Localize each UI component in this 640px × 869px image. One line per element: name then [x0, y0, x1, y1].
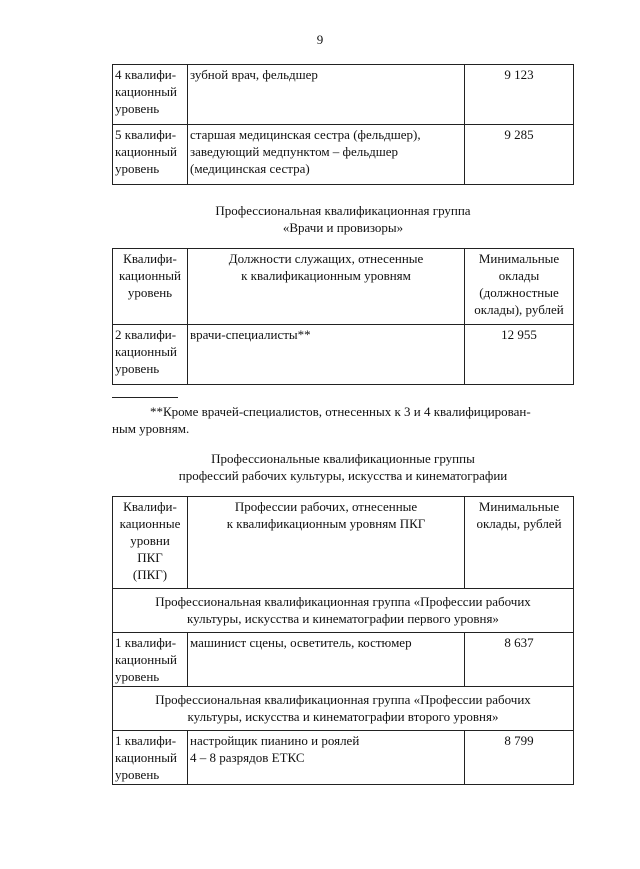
position-cell	[188, 633, 465, 687]
header-level	[113, 497, 188, 589]
footnote-line	[112, 403, 574, 420]
header-position	[188, 497, 465, 589]
header-text: кационные	[119, 516, 181, 531]
section-caption-doctors	[112, 202, 574, 236]
group-row	[113, 589, 574, 633]
header-level	[113, 249, 188, 325]
level-text: кационный	[115, 344, 177, 359]
position-cell	[188, 731, 465, 785]
position-text: 4 – 8 разрядов ЕТКС	[190, 750, 305, 765]
table-header-row	[113, 497, 574, 589]
level-text: 1 квалифи-	[115, 635, 177, 650]
header-text: ПКГ	[137, 550, 163, 565]
header-text: оклады	[498, 268, 540, 283]
header-text: кационный	[119, 268, 181, 283]
group-text: Профессиональная квалификационная группа «Профессии рабочих	[155, 692, 531, 707]
level-text: кационный	[115, 84, 177, 99]
level-text: уровень	[115, 361, 160, 376]
header-text: к квалификационным уровням	[241, 268, 411, 283]
level-text: 5 квалифи-	[115, 127, 177, 142]
group-title-second-level	[113, 687, 574, 731]
table-medical-staff-continued	[112, 64, 574, 185]
header-text: Минимальные	[478, 251, 560, 266]
header-text: уровень	[127, 285, 173, 300]
header-text: к квалификационным уровням ПКГ	[226, 516, 426, 531]
header-text: Квалифи-	[123, 499, 177, 514]
salary-cell: 8 799	[465, 731, 574, 785]
level-text: уровень	[115, 767, 160, 782]
level-text: кационный	[115, 750, 177, 765]
position-text: старшая медицинская сестра (фельдшер),	[190, 127, 421, 142]
position-cell	[188, 125, 465, 185]
position-cell	[188, 65, 465, 125]
group-text: культуры, искусства и кинематографии второго уровня»	[187, 709, 499, 724]
header-position	[188, 249, 465, 325]
position-text: машинист сцены, осветитель, костюмер	[190, 635, 412, 650]
group-text: культуры, искусства и кинематографии первого уровня»	[187, 611, 499, 626]
level-cell	[113, 65, 188, 125]
caption-line: Профессиональная квалификационная группа	[215, 203, 471, 218]
position-text: зубной врач, фельдшер	[190, 67, 318, 82]
header-text: (ПКГ)	[132, 567, 168, 582]
header-salary	[465, 497, 574, 589]
section-caption-workers	[112, 450, 574, 484]
footnote-text: ным уровням.	[112, 421, 190, 436]
level-text: 1 квалифи-	[115, 733, 177, 748]
table-workers	[112, 496, 574, 785]
table-row	[113, 731, 574, 785]
header-text: Профессии рабочих, отнесенные	[234, 499, 418, 514]
page-number: 9	[316, 32, 324, 47]
caption-line: профессий рабочих культуры, искусства и кинематографии	[178, 468, 508, 483]
group-text: Профессиональная квалификационная группа «Профессии рабочих	[155, 594, 531, 609]
table-row	[113, 125, 574, 185]
header-text: Должности служащих, отнесенные	[228, 251, 424, 266]
level-text: уровень	[115, 161, 160, 176]
header-text: оклады), рублей	[474, 302, 564, 317]
level-text: уровень	[115, 669, 160, 684]
salary-cell: 12 955	[465, 325, 574, 385]
level-text: кационный	[115, 652, 177, 667]
caption-line: «Врачи и провизоры»	[282, 220, 404, 235]
header-text: Минимальные	[478, 499, 560, 514]
level-cell	[113, 125, 188, 185]
header-text: уровни	[130, 533, 170, 548]
footnote-rule	[112, 397, 178, 398]
header-salary	[465, 249, 574, 325]
footnote	[112, 403, 574, 437]
caption-line: Профессиональные квалификационные группы	[211, 451, 475, 466]
level-text: кационный	[115, 144, 177, 159]
level-text: уровень	[115, 101, 160, 116]
level-text: 4 квалифи-	[115, 67, 177, 82]
salary-cell: 8 637	[465, 633, 574, 687]
table-doctors	[112, 248, 574, 385]
footnote-text: **Кроме врачей-специалистов, отнесенных к 3 и 4 квалифицирован-	[150, 404, 531, 419]
table-row	[113, 65, 574, 125]
table-header-row	[113, 249, 574, 325]
salary-cell: 9 285	[465, 125, 574, 185]
level-cell	[113, 731, 188, 785]
salary-cell: 9 123	[465, 65, 574, 125]
level-cell	[113, 633, 188, 687]
header-text: оклады, рублей	[476, 516, 562, 531]
position-text: врачи-специалисты**	[190, 327, 311, 342]
group-row	[113, 687, 574, 731]
table-row	[113, 325, 574, 385]
position-text: (медицинская сестра)	[190, 161, 310, 176]
position-text: заведующий медпунктом – фельдшер	[190, 144, 399, 159]
position-text: настройщик пианино и роялей	[190, 733, 360, 748]
position-cell	[188, 325, 465, 385]
level-text: 2 квалифи-	[115, 327, 177, 342]
group-title-first-level	[113, 589, 574, 633]
header-text: (должностные	[479, 285, 559, 300]
header-text: Квалифи-	[123, 251, 177, 266]
level-cell	[113, 325, 188, 385]
table-row	[113, 633, 574, 687]
